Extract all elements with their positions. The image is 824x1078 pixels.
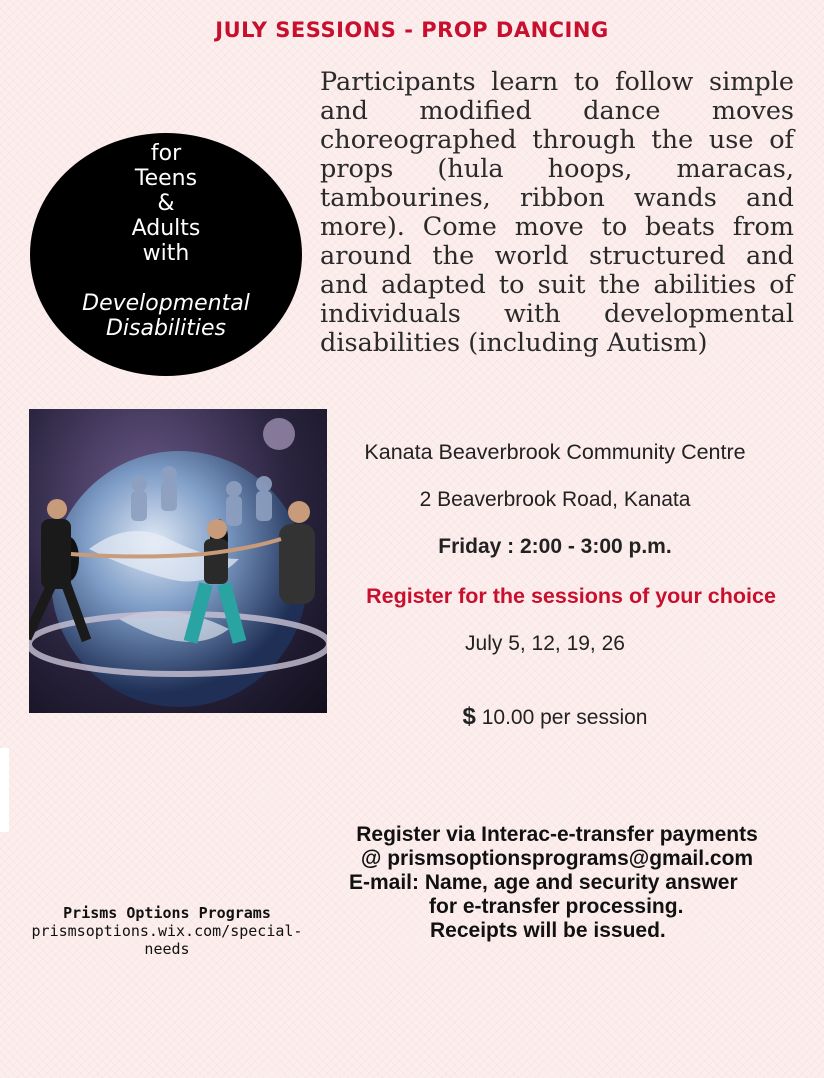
registration-line: Register via Interac-e-transfer payments	[356, 823, 758, 846]
price-text: 10.00 per session	[475, 706, 648, 729]
register-call-to-action: Register for the sessions of your choice	[366, 584, 776, 608]
registration-line: for e-transfer processing.	[429, 895, 684, 918]
badge-line: for	[150, 141, 182, 166]
globe-dancers-image	[29, 409, 327, 713]
registration-line: E-mail: Name, age and security answer	[349, 871, 738, 894]
venue-name: Kanata Beaverbrook Community Centre	[364, 440, 746, 464]
session-price	[330, 703, 780, 731]
left-edge-tab	[0, 748, 9, 832]
badge-line: Teens	[134, 166, 198, 191]
badge-line: Adults	[131, 216, 201, 241]
dollar-sign: $	[462, 703, 476, 730]
page-title: JULY SESSIONS - PROP DANCING	[215, 18, 609, 42]
session-dates: July 5, 12, 19, 26	[465, 632, 625, 655]
session-time: Friday : 2:00 - 3:00 p.m.	[438, 535, 672, 558]
badge-emphasis-line: Developmental	[82, 291, 250, 316]
organization-website-link[interactable]: prismsoptions.wix.com/special-needs	[31, 922, 303, 958]
registration-email[interactable]: @ prismsoptionsprograms@gmail.com	[360, 847, 754, 870]
registration-instructions	[332, 823, 782, 943]
organization-name: Prisms Options Programs	[63, 904, 271, 922]
venue-address: 2 Beaverbrook Road, Kanata	[419, 488, 691, 511]
badge-line: &	[157, 191, 175, 216]
registration-line: Receipts will be issued.	[430, 919, 666, 942]
audience-badge	[30, 133, 302, 376]
badge-line: with	[142, 241, 190, 266]
organization-info	[16, 904, 318, 958]
program-description: Participants learn to follow simple and modified dance moves choreographed through the use of props (hula hoops, maracas, tambourines, ribbon wands and more). Come move to beats from around the world structured and and adapted to suit the abilities of individuals with developmental disabilities (including Autism)	[320, 67, 794, 358]
badge-emphasis-line: Disabilities	[105, 316, 227, 341]
